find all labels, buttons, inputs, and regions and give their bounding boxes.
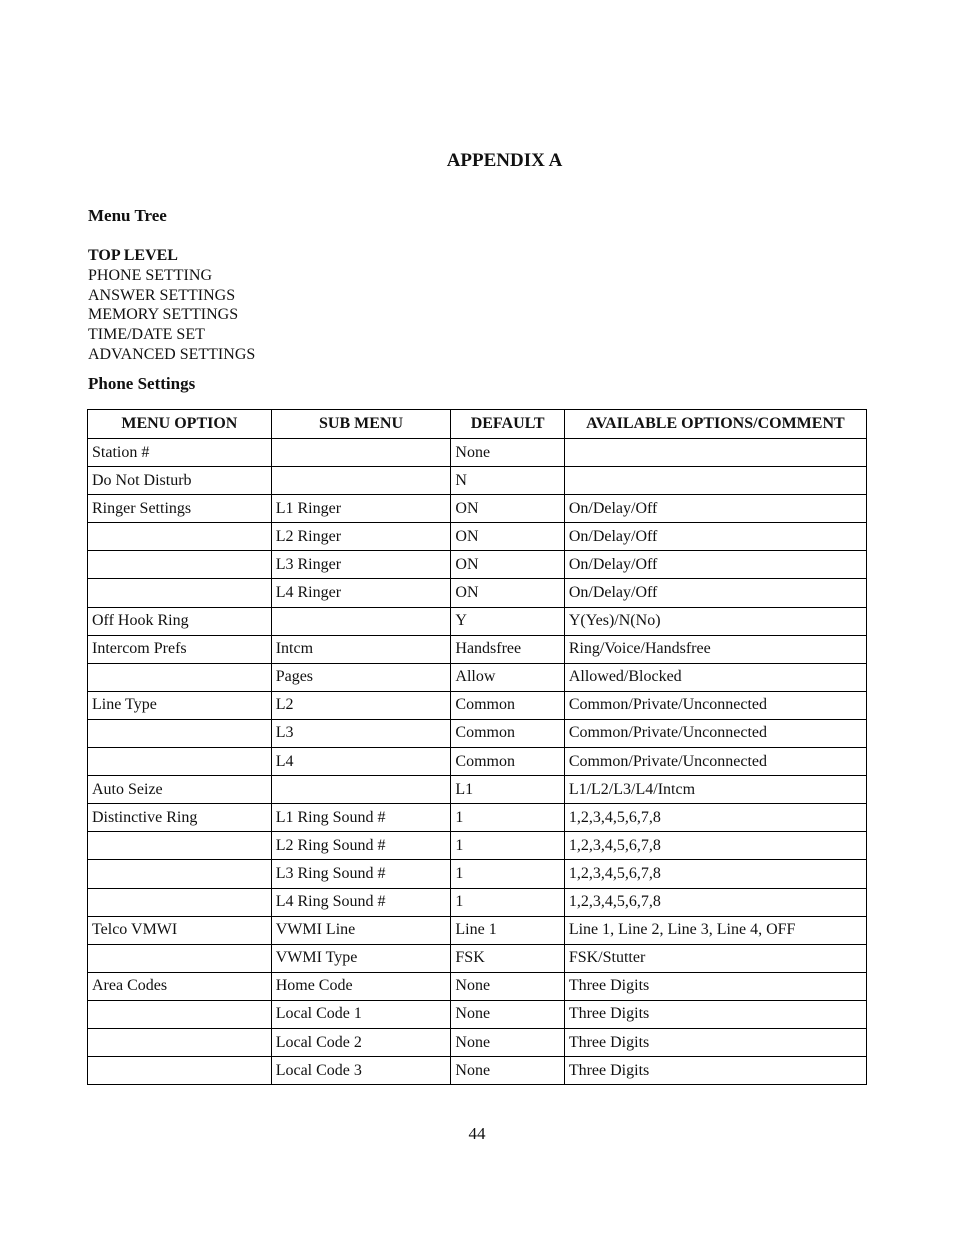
cell-menu-option [88, 888, 272, 916]
table-row [88, 523, 867, 551]
cell-sub-menu: Pages [271, 663, 451, 691]
cell-default: ON [451, 551, 564, 579]
cell-menu-option: Auto Seize [88, 776, 272, 804]
cell-available-options: FSK/Stutter [564, 944, 866, 972]
cell-default: FSK [451, 944, 564, 972]
table-body [88, 439, 867, 1085]
cell-available-options: On/Delay/Off [564, 495, 866, 523]
table-row [88, 776, 867, 804]
cell-menu-option [88, 523, 272, 551]
cell-available-options [564, 467, 866, 495]
table-row [88, 663, 867, 691]
cell-available-options: Y(Yes)/N(No) [564, 607, 866, 635]
cell-default: 1 [451, 832, 564, 860]
top-level-item: PHONE SETTING [88, 266, 212, 284]
top-level-item: TIME/DATE SET [88, 326, 205, 344]
table-row [88, 607, 867, 635]
cell-sub-menu: L1 Ring Sound # [271, 804, 451, 832]
cell-available-options: L1/L2/L3/L4/Intcm [564, 776, 866, 804]
cell-sub-menu: L2 Ringer [271, 523, 451, 551]
cell-available-options: Line 1, Line 2, Line 3, Line 4, OFF [564, 916, 866, 944]
cell-available-options: Common/Private/Unconnected [564, 719, 866, 747]
table-row [88, 1028, 867, 1056]
top-level-item: ADVANCED SETTINGS [88, 345, 256, 363]
cell-sub-menu: L2 Ring Sound # [271, 832, 451, 860]
cell-menu-option [88, 1000, 272, 1028]
table-row [88, 579, 867, 607]
cell-available-options: 1,2,3,4,5,6,7,8 [564, 860, 866, 888]
cell-default: 1 [451, 804, 564, 832]
table-row [88, 691, 867, 719]
table-row [88, 860, 867, 888]
cell-default: None [451, 972, 564, 1000]
cell-sub-menu [271, 439, 451, 467]
cell-sub-menu: Home Code [271, 972, 451, 1000]
cell-available-options: Three Digits [564, 1000, 866, 1028]
cell-available-options: Three Digits [564, 972, 866, 1000]
cell-menu-option [88, 1057, 272, 1085]
cell-default: Common [451, 748, 564, 776]
table-row [88, 944, 867, 972]
page-title: APPENDIX A [446, 150, 563, 171]
cell-default: Common [451, 719, 564, 747]
phone-settings-table [87, 409, 867, 1085]
cell-menu-option [88, 860, 272, 888]
cell-default: ON [451, 523, 564, 551]
table-row [88, 719, 867, 747]
cell-menu-option [88, 1028, 272, 1056]
cell-sub-menu: L3 [271, 719, 451, 747]
cell-default: 1 [451, 888, 564, 916]
cell-sub-menu: L1 Ringer [271, 495, 451, 523]
table-row [88, 439, 867, 467]
cell-menu-option: Ringer Settings [88, 495, 272, 523]
cell-default: Y [451, 607, 564, 635]
column-header-available-options: AVAILABLE OPTIONS/COMMENT [564, 410, 866, 439]
cell-default: Handsfree [451, 635, 564, 663]
cell-default: L1 [451, 776, 564, 804]
cell-menu-option: Station # [88, 439, 272, 467]
column-header-menu-option: MENU OPTION [88, 410, 272, 439]
cell-sub-menu: L4 [271, 748, 451, 776]
cell-default: Allow [451, 663, 564, 691]
cell-menu-option: Area Codes [88, 972, 272, 1000]
cell-menu-option [88, 944, 272, 972]
table-row [88, 635, 867, 663]
cell-default: ON [451, 495, 564, 523]
cell-menu-option: Off Hook Ring [88, 607, 272, 635]
cell-menu-option [88, 551, 272, 579]
cell-sub-menu: L2 [271, 691, 451, 719]
cell-available-options: Three Digits [564, 1057, 866, 1085]
cell-default: 1 [451, 860, 564, 888]
cell-available-options: Common/Private/Unconnected [564, 691, 866, 719]
cell-default: Line 1 [451, 916, 564, 944]
cell-available-options: On/Delay/Off [564, 551, 866, 579]
top-level-label: TOP LEVEL [88, 247, 178, 264]
cell-default: None [451, 1028, 564, 1056]
page-number: 44 [468, 1124, 486, 1143]
cell-menu-option [88, 719, 272, 747]
cell-menu-option [88, 579, 272, 607]
cell-sub-menu [271, 776, 451, 804]
cell-sub-menu: L4 Ringer [271, 579, 451, 607]
table-row [88, 748, 867, 776]
table-row [88, 916, 867, 944]
table-row [88, 888, 867, 916]
cell-default: None [451, 1057, 564, 1085]
table-row [88, 832, 867, 860]
column-header-sub-menu: SUB MENU [271, 410, 451, 439]
cell-available-options: On/Delay/Off [564, 579, 866, 607]
cell-sub-menu: Local Code 1 [271, 1000, 451, 1028]
cell-menu-option [88, 748, 272, 776]
cell-available-options [564, 439, 866, 467]
table-row [88, 495, 867, 523]
table-row [88, 551, 867, 579]
cell-default: None [451, 439, 564, 467]
cell-menu-option: Distinctive Ring [88, 804, 272, 832]
table-row [88, 804, 867, 832]
table-row [88, 972, 867, 1000]
table-header-row [88, 410, 867, 439]
cell-available-options: On/Delay/Off [564, 523, 866, 551]
top-level-list [88, 246, 255, 365]
cell-default: Common [451, 691, 564, 719]
cell-sub-menu: VWMI Line [271, 916, 451, 944]
cell-available-options: 1,2,3,4,5,6,7,8 [564, 888, 866, 916]
cell-available-options: Allowed/Blocked [564, 663, 866, 691]
cell-menu-option: Intercom Prefs [88, 635, 272, 663]
column-header-default: DEFAULT [451, 410, 564, 439]
phone-settings-heading: Phone Settings [88, 374, 196, 393]
cell-available-options: 1,2,3,4,5,6,7,8 [564, 832, 866, 860]
cell-default: None [451, 1000, 564, 1028]
cell-available-options: Common/Private/Unconnected [564, 748, 866, 776]
cell-sub-menu: L3 Ring Sound # [271, 860, 451, 888]
cell-sub-menu: Local Code 2 [271, 1028, 451, 1056]
cell-sub-menu: Local Code 3 [271, 1057, 451, 1085]
table-row [88, 1057, 867, 1085]
cell-available-options: Ring/Voice/Handsfree [564, 635, 866, 663]
menu-tree-heading: Menu Tree [88, 206, 167, 225]
cell-sub-menu [271, 467, 451, 495]
cell-sub-menu [271, 607, 451, 635]
cell-available-options: 1,2,3,4,5,6,7,8 [564, 804, 866, 832]
cell-menu-option [88, 663, 272, 691]
cell-menu-option: Do Not Disturb [88, 467, 272, 495]
top-level-item: MEMORY SETTINGS [88, 306, 239, 324]
table-row [88, 1000, 867, 1028]
cell-sub-menu: Intcm [271, 635, 451, 663]
cell-default: ON [451, 579, 564, 607]
cell-menu-option: Line Type [88, 691, 272, 719]
top-level-item: ANSWER SETTINGS [88, 286, 236, 304]
cell-default: N [451, 467, 564, 495]
cell-menu-option: Telco VMWI [88, 916, 272, 944]
cell-available-options: Three Digits [564, 1028, 866, 1056]
table-row [88, 467, 867, 495]
cell-sub-menu: VWMI Type [271, 944, 451, 972]
cell-sub-menu: L3 Ringer [271, 551, 451, 579]
cell-sub-menu: L4 Ring Sound # [271, 888, 451, 916]
cell-menu-option [88, 832, 272, 860]
